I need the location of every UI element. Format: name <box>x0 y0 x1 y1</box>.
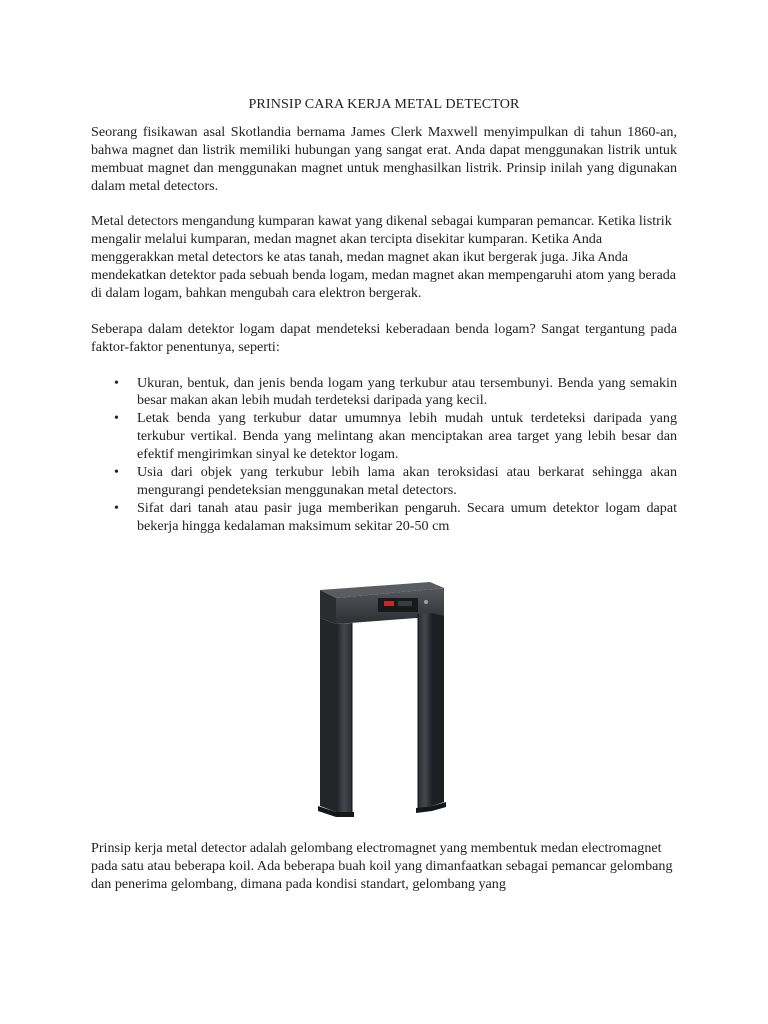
list-item: • Ukuran, bentuk, dan jenis benda logam yang terkubur atau tersembunyi. Benda yang semakin besar makan akan lebih mudah terdeteksi daripada yang kecil. <box>137 375 677 411</box>
factors-list <box>91 375 677 536</box>
document-title: PRINSIP CARA KERJA METAL DETECTOR <box>248 96 520 112</box>
list-item: • Letak benda yang terkubur datar umumnya lebih mudah untuk terdeteksi daripada yang terkubur vertikal. Benda yang melintang akan menciptakan area target yang lebih besar dan efektif mengirimkan sinyal ke detektor logam. <box>137 410 677 464</box>
list-item: • Usia dari objek yang terkubur lebih lama akan teroksidasi atau berkarat sehingga akan mengurangi pendeteksian menggunakan metal detectors. <box>137 464 677 500</box>
paragraph-working-principle: Prinsip kerja metal detector adalah gelombang electromagnet yang membentuk medan electromagnet pada satu atau beberapa koil. Ada beberapa buah koil yang dimanfaatkan sebagai pemancar gelombang dan penerima gelombang, dimana pada kondisi standart, gelombang yang <box>91 839 673 892</box>
list-item: • Sifat dari tanah atau pasir juga memberikan pengaruh. Secara umum detektor logam dapat bekerja hingga kedalaman maksimum sekitar 20-50 cm <box>137 500 677 536</box>
metal-detector-gate-image <box>312 580 472 818</box>
paragraph-depth-question: Seberapa dalam detektor logam dapat mendeteksi keberadaan benda logam? Sangat tergantung pada faktor-faktor penentunya, seperti: <box>91 320 677 355</box>
paragraph-maxwell: Seorang fisikawan asal Skotlandia bernama James Clerk Maxwell menyimpulkan di tahun 1860-an, bahwa magnet dan listrik memiliki hubungan yang sangat erat. Anda dapat menggunakan listrik untuk membuat magnet dan menggunakan magnet untuk menghasilkan listrik. Prinsip inilah yang digunakan dalam metal detectors. <box>91 123 677 194</box>
paragraph-coil: Metal detectors mengandung kumparan kawat yang dikenal sebagai kumparan pemancar. Ketika listrik mengalir melalui kumparan, medan magnet akan tercipta disekitar kumparan. Ketika Anda menggerakkan metal detectors ke atas tanah, medan magnet akan ikut bergerak juga. Jika Anda mendekatkan detektor pada sebuah benda logam, medan magnet akan mempengaruhi atom yang berada di dalam logam, bahkan mengubah cara elektron bergerak. <box>91 213 677 302</box>
metal-detector-gate-icon <box>312 580 472 818</box>
